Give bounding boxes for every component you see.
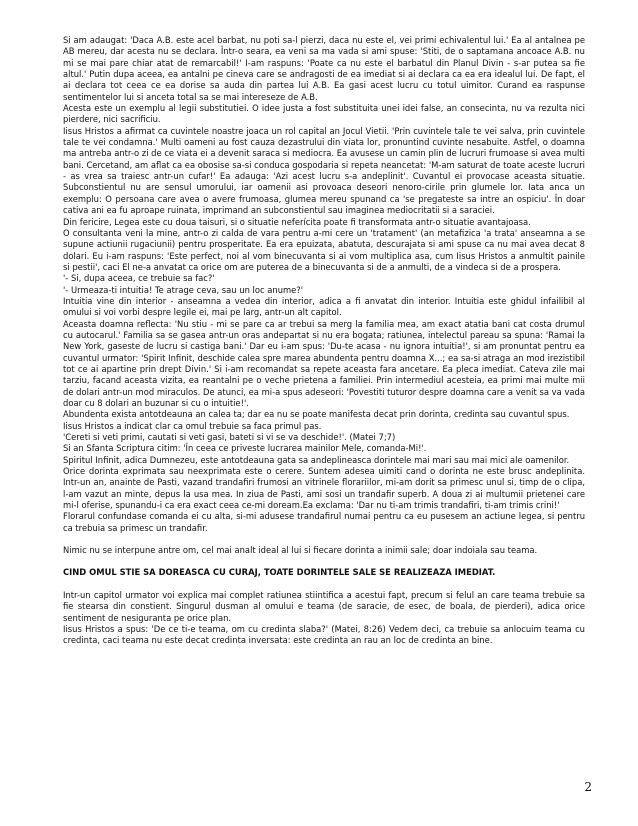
paragraph-power-of-words: Iisus Hristos a afirmat ca cuvintele noastre joaca un rol capital an Jocul Vietii. 'Prin cuvintele tale te vei salva, prin cuvintele tale te vei condamna.' Multi oameni au fost cauza dezastrului din viata lor, pronuntind cuvinte nesabuite. Astfel, o doamna ma antreba antr-o zi de ce viata ei a devenit saraca si mediocra. Ea avusese un camin plin de lucruri frumoase si avea multi bani. Cercetand, am aflat ca ea obosise sa-si conduca gospodaria si repeta neancetat: 'M-am saturat de toate aceste lucruri - as vrea sa traiesc antr-un cufar!' Ea adauga: 'Azi acest lucru s-a andeplinit'. Cuvantul ei provocase aceasta situatie. Subconstientul nu are sensul umorului, iar oamenii asi provoaca deseori nenoro-cirile prin glumele lor. Iata anca un exemplu: O persoana care avea o avere frumoasa, glumea mereu spunand ca 'se pregateste sa intre an ospiciu'. În doar cativa ani ea fu aproape ruinata, imprimand an subconstientul sau imaginea mediocritatii si a saraciei. xyxy=(63,125,585,216)
paragraph-faith-vs-fear: Iisus Hristos a spus: 'De ce ti-e teama, om cu credinta slaba?' (Matei, 8:26) Vedem deci, ca trebuie sa anlocuim teama cu credinta, caci teama nu este decat credinta inversata: este credinta an rau an loc de credinta an bine. xyxy=(63,623,585,646)
paragraph-intuition: Intuitia vine din interior - anseamna a vedea din interior, adica a fi anvatat din interior. Intuitia este ghidul infailibil al omului si voi vorbi despre legile ei, mai pe larg, antr-un alt capitol. xyxy=(63,295,585,318)
page-number: 2 xyxy=(584,780,592,794)
paragraph-law-of-substitution: Acesta este un exemplu al legii substitutiei. O idee justa a fost substituita unei idei false, an consecinta, nu va rezulta nici pierdere, nici sacrificiu. xyxy=(63,103,585,125)
document-page xyxy=(63,35,585,647)
paragraph-spacer xyxy=(63,579,585,590)
paragraph-spacer xyxy=(63,556,585,567)
quote-scripture: Si an Sfanta Scriptura citim: 'În ceea ce priveste lucrarea mainilor Mele, comanda-Mi!'. xyxy=(63,443,427,454)
paragraph-next-chapter: Intr-un capitol urmator voi explica mai complet ratiunea stiintifica a acestui fapt, precum si felul an care teama trebuie sa fie stearsa din constient. Singurul dusman al omului e teama (de saracie, de esec, de boala, de pierderi), adica orice sentiment de nesiguranta pe orice plan. xyxy=(63,589,585,623)
paragraph-reflection-story: Aceasta doamna reflecta: 'Nu stiu - mi se pare ca ar trebui sa merg la familia mea, am exact atatia bani cat costa drumul cu autocarul.' Familia sa se gasea antr-un oras andepartat si nu era bogata; ratiunea, intelectul pareau sa spuna: 'Ramai la New York, gaseste de lucru si castiga bani.' Dar eu i-am spus: 'Du-te acasa - nu ignora intuitia!', si am pronuntat pentru ea cuvantul urmator: 'Spirit Infinit, deschide calea spre marea abundenta pentru doamna X...; ea sa-si atraga an mod irezistibil tot ce ai apartine prin drept Divin.' Si i-am recomandat sa repete aceasta fara ancetare. Ea pleca imediat. Cateva zile mai tarziu, facand aceasta vizita, ea reantalni pe o veche prietena a familiei. Prin intermediul acesteia, ea primi mai multe mii de dolari antr-un mod miraculos. De atunci, ea mi-a spus adeseori: 'Povestiti tuturor despre doamna care a venit sa va vada doar cu 8 dolari an buzunar si cu o intuitie!'. xyxy=(63,318,585,408)
quote-matthew-7-7: 'Cereti si veti primi, cautati si veti gasi, bateti si vi se va deschide!'. (Matei 7;7) xyxy=(63,432,396,443)
paragraph-first-step: Iisus Hristos a indicat clar ca omul trebuie sa faca primul pas. xyxy=(63,420,322,431)
paragraph-infinite-spirit: Spiritul Infinit, adica Dumnezeu, este antotdeauna gata sa andeplineasca dorintele mai mari sau mai mici ale oamenilor. xyxy=(63,454,570,465)
paragraph-double-edged-law: Din fericire, Legea este cu doua taisuri, si o situatie neferícita poate fi transformata antr-o situatie avantajoasa. xyxy=(63,216,531,227)
paragraph-substitution-story: Si am adaugat: 'Daca A.B. este acel barbat, nu poti sa-l pierzi, daca nu este el, vei primi echivalentul lui.' Ea al antalnea pe AB mereu, dar acesta nu se declara. Într-o seara, ea veni sa ma vada si ami spuse: 'Stiti, de o saptamana ancoace A.B. nu mi se mai pare chiar atat de remarcabil!' I-am raspuns: 'Poate ca nu este el barbatul din Planul Divin - s-ar putea sa fie altul.' Putin dupa aceea, ea antalni pe cineva care se andragosti de ea imediat si ai declara ca ea era idealul lui. De fapt, el ai declara tot ceea ce ea dorise sa auda din partea lui A.B. Ea gasi acest lucru cu totul uimitor. Curand ea raspunse sentimentelor lui si anceta total sa se mai intereseze de A.B. xyxy=(63,35,585,102)
paragraph-roses-story: Orice dorinta exprimata sau neexprimata este o cerere. Suntem adesea uimiti cand o dorinta ne este brusc andeplinita. Intr-un an, anainte de Pasti, vazand trandafiri frumosi an vitrinele florariilor, mi-am dorit sa primesc unul si, timp de o clipa, l-am vazut an minte, depus la usa mea. In ziua de Pasti, ami sosi un trandafir superb. A doua zi ai multumii prietenei care mi-l oferise, spunandu-i ca era exact ceea ce-mi doream.Ea exclama: 'Dar nu ti-am trimis trandafiri, ti-am trimis crini!' xyxy=(63,466,585,511)
paragraph-consultation: O consultanta veni la mine, antr-o zi calda de vara pentru a-mi cere un 'tratament' (an metafizica 'a trata' anseamna a se supune actiunii rugaciunii) pentru prosperitate. Ea era epuizata, abatuta, descurajata si ami spuse ca nu mai avea decat 8 dolari. Eu i-am raspuns: 'Este perfect, noi al vom binecuvanta si ai vom multiplica asa, cum Iisus Hristos a anmultit painile si pestii', caci El ne-a anvatat ca orice om are puterea de a binecuvanta si de a anmulti, de a vindeca si de a prospera. xyxy=(63,227,585,272)
paragraph-doubt-fear: Nimic nu se interpune antre om, cel mai analt ideal al lui si fiecare dorinta a inimii sale; doar indoiala sau teama. xyxy=(63,545,538,556)
section-heading: CIND OMUL STIE SA DOREASCA CU CURAJ, TOATE DORINTELE SALE SE REALIZEAZA IMEDIAT. xyxy=(63,567,496,578)
paragraph-spacer xyxy=(63,534,585,545)
dialogue-line-question: '- Si, dupa aceea, ce trebuie sa fac?' xyxy=(63,273,215,284)
paragraph-florist: Florarul confundase comanda ei cu alta, si-mi adusese trandafirul numai pentru ca eu pusesem an actiune legea, si pentru ca trebuia sa primesc un trandafir. xyxy=(63,511,585,533)
dialogue-line-answer: '- Urmeaza-ti intuitia! Te atrage ceva, sau un loc anume?' xyxy=(63,284,304,295)
paragraph-abundance: Abundenta exista antotdeauna an calea ta; dar ea nu se poate manifesta decat prin dorinta, credinta sau cuvantul spus. xyxy=(63,409,570,420)
